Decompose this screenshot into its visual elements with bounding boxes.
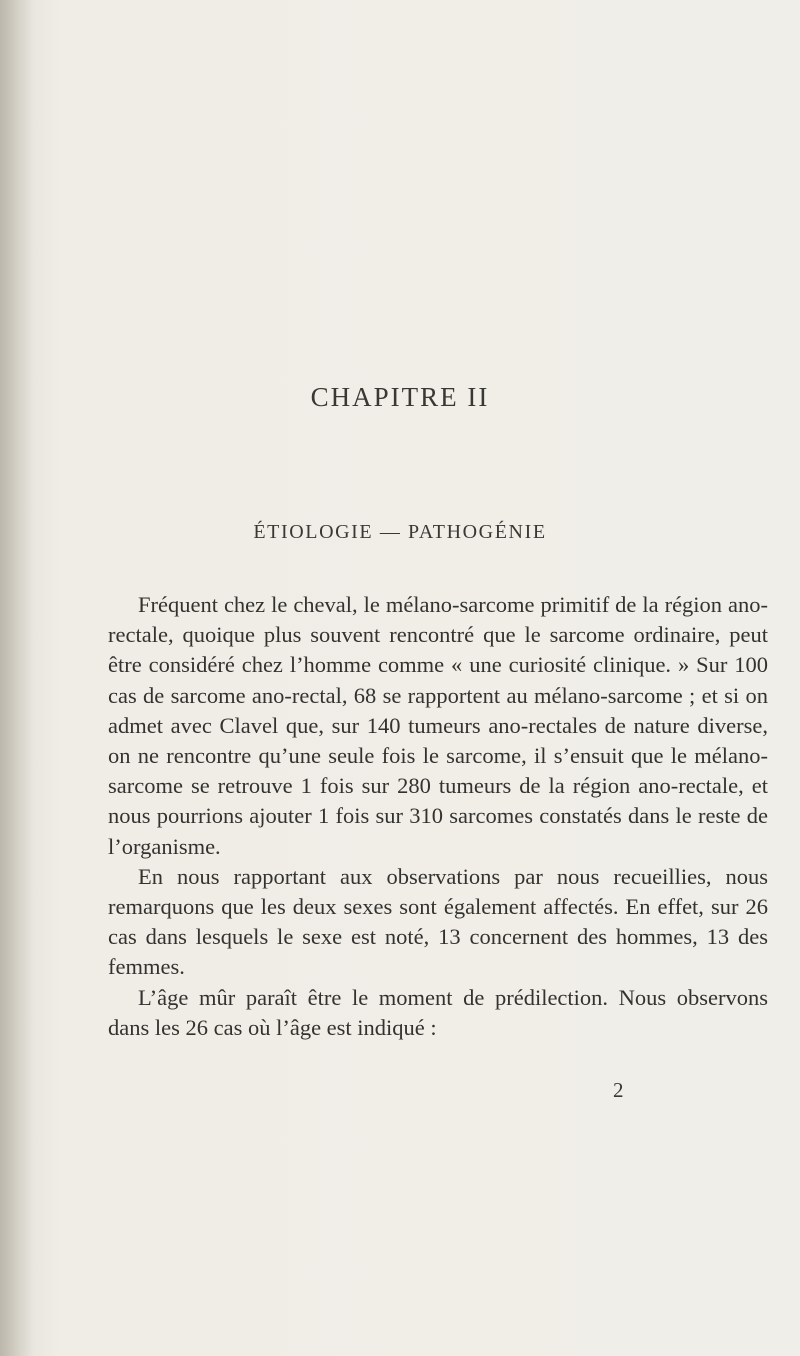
chapter-heading: CHAPITRE II: [310, 382, 490, 412]
binding-shadow: [0, 0, 34, 1356]
paragraph-3: L’âge mûr paraît être le moment de prédilection. Nous observons dans les 26 cas où l’âge est indiqué :: [108, 984, 768, 1040]
section-title: ÉTIOLOGIE — PATHOGÉNIE: [253, 521, 547, 543]
body-text: [108, 590, 768, 1043]
page-number: 2: [613, 1078, 624, 1102]
paragraph-1: Fréquent chez le cheval, le mélano-sarcome primitif de la région ano-rectale, quoique plus souvent rencontré que le sarcome ordinaire, peut être considéré chez l’homme comme « une curiosité clinique. » Sur 100 cas de sarcome ano-rectal, 68 se rapportent au mélano-sarcome ; et si on admet avec Clavel que, sur 140 tumeurs ano-rectales de nature diverse, on ne rencontre qu’une seule fois le sarcome, il s’ensuit que le mélano-sarcome se retrouve 1 fois sur 280 tumeurs de la région ano-rectale, et nous pourrions ajouter 1 fois sur 310 sarcomes constatés dans le reste de l’organisme.: [108, 592, 768, 859]
paragraph-2: En nous rapportant aux observations par nous recueillies, nous remarquons que les deux sexes sont également affectés. En effet, sur 26 cas dans lesquels le sexe est noté, 13 concernent des hommes, 13 des femmes.: [108, 863, 768, 980]
